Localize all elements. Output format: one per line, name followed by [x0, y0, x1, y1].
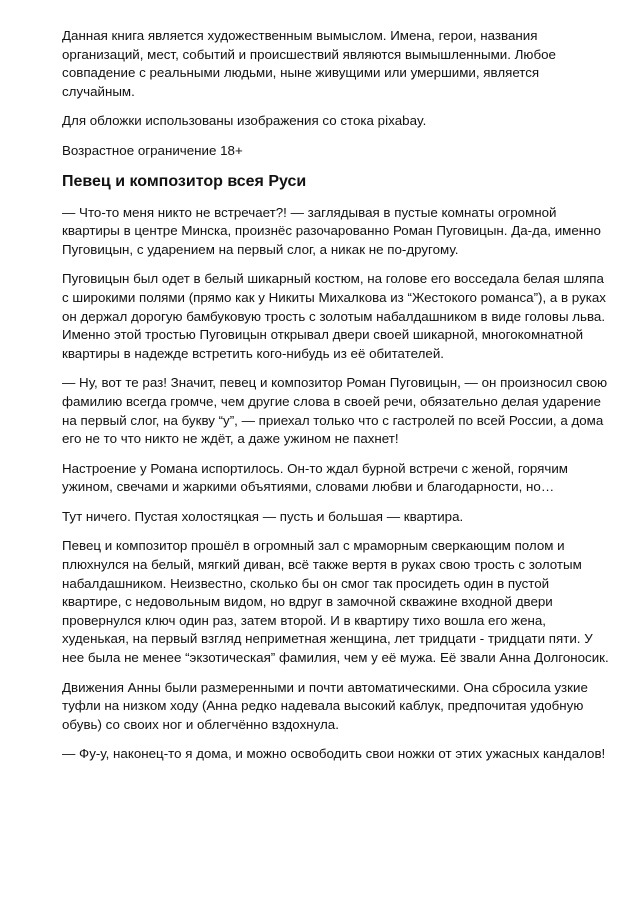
body-paragraph-7: Движения Анны были размеренными и почти автоматическими. Она сбросила узкие туфли на низком ходу (Анна редко надевала высокий каблук, предпочитая удобную обувь) со своих ног и облегчённо вздохнула. — [62, 679, 588, 732]
body-paragraph-2: Пуговицын был одет в белый шикарный костюм, на голове его восседала белая шляпа с широкими полями (прямо как у Никиты Михалкова из “Жестокого романса”), а в руках он держал дорогую бамбуковую трость с золотым набалдашником в виде головы льва. Именно этой тростью Пуговицын открывал двери своей шикарной, многокомнатной квартиры в надежде встретить кого-нибудь из её обитателей. — [62, 271, 606, 361]
cover-credit-paragraph: Для обложки использованы изображения со стока pixabay. — [62, 113, 427, 129]
body-paragraph-3: — Ну, вот те раз! Значит, певец и композитор Роман Пуговицын, — он произносил свою фамилию всегда громче, чем другие слова в своей речи, обязательно делая ударение на первый слог, на букву “у”, — приехал только что с гастролей по всей России, а дома его не то что никто не ждёт, а даже ужином не пахнет! — [62, 375, 608, 447]
document-page — [62, 27, 610, 775]
body-paragraph-5: Тут ничего. Пустая холостяцкая — пусть и большая — квартира. — [62, 508, 464, 524]
disclaimer-paragraph: Данная книга является художественным вымыслом. Имена, герои, названия организаций, мест, событий и происшествий являются вымышленными. Любое совпадение с реальными людьми, ныне живущими или умершими, является случайным. — [62, 28, 556, 99]
body-paragraph-6: Певец и композитор прошёл в огромный зал с мраморным сверкающим полом и плюхнулся на белый, мягкий диван, всё также вертя в руках свою трость с золотым набалдашником. Неизвестно, сколько бы он смог так просидеть один в пустой квартире, с недовольным видом, но вдруг в замочной скважине входной двери провернулся ключ один раз, затем второй. И в квартиру тихо вошла его жена, худенькая, на первый взгляд неприметная женщина, лет тридцати - тридцати пяти. У нее была не менее “экзотическая” фамилия, чем у её мужа. Её звали Анна Долгоносик. — [62, 538, 609, 666]
body-paragraph-1: — Что-то меня никто не встречает?! — заглядывая в пустые комнаты огромной квартиры в центре Минска, произнёс разочарованно Роман Пуговицын. Да-да, именно Пуговицын, с ударением на первый слог, а никак не по-другому. — [62, 204, 601, 257]
body-paragraph-4: Настроение у Романа испортилось. Он-то ждал бурной встречи с женой, горячим ужином, свечами и жаркими объятиями, словами любви и благодарности, но… — [62, 460, 568, 495]
chapter-title: Певец и композитор всея Руси — [62, 172, 307, 190]
body-paragraph-8: — Фу-у, наконец-то я дома, и можно освободить свои ножки от этих ужасных кандалов! — [62, 746, 606, 762]
age-rating-paragraph: Возрастное ограничение 18+ — [62, 142, 243, 158]
